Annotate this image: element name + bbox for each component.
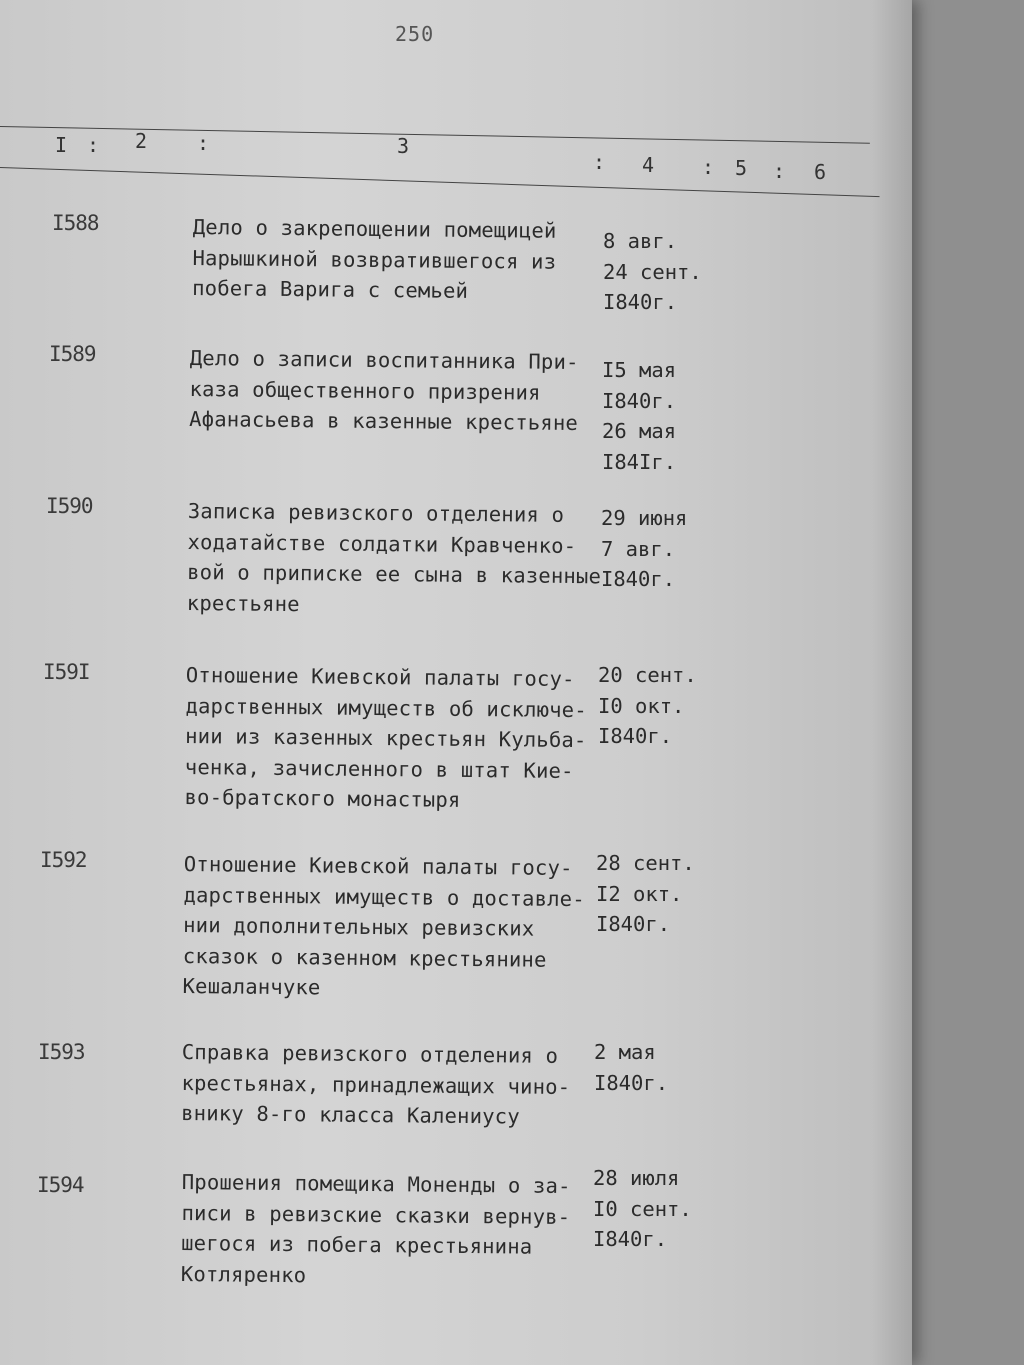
entry-dates — [596, 848, 695, 940]
date-line: I5 мая — [602, 358, 677, 382]
description-line: Кешаланчуке — [182, 973, 321, 1000]
date-line: 2 мая — [594, 1040, 656, 1064]
entry-number: I590 — [46, 494, 93, 518]
date-line: I840г. — [602, 388, 677, 413]
description-line: Записка ревизского отделения о — [187, 498, 565, 527]
entry-number: I594 — [37, 1173, 84, 1197]
column-separator: : — [197, 131, 210, 155]
date-line: 28 сент. — [596, 851, 695, 875]
date-line: I840г. — [596, 912, 671, 936]
entry-description — [181, 1167, 571, 1293]
description-line: Прошения помещика Моненды о за- — [181, 1169, 571, 1199]
description-line: сказок о казенном крестьянине — [182, 943, 547, 972]
entry-dates — [598, 660, 697, 752]
entry-number: I589 — [49, 342, 96, 366]
description-line: писи в ревизские сказки вернув- — [181, 1200, 571, 1229]
entry-dates — [593, 1163, 692, 1255]
column-separator: : — [87, 133, 100, 157]
description-line: Отношение Киевской палаты госу- — [183, 851, 573, 881]
description-line: ходатайстве солдатки Кравченко- — [187, 529, 577, 558]
page-number: 250 — [395, 22, 435, 46]
date-line: I840г. — [603, 290, 678, 314]
entry-number: I592 — [40, 848, 87, 872]
column-header-5: 5 — [735, 156, 748, 180]
date-line: 20 сент. — [598, 663, 697, 687]
description-line: внику 8-го класса Калениусу — [181, 1100, 520, 1129]
date-line: I84Iг. — [602, 449, 677, 474]
date-line: I840г. — [594, 1070, 669, 1095]
description-line: вой о приписке ее сына в казенные — [187, 559, 602, 589]
date-line: I2 окт. — [596, 881, 683, 906]
column-header-1: I — [55, 133, 68, 157]
entry-description — [189, 343, 579, 439]
description-line: ченка, зачисленного в штат Кие- — [184, 754, 574, 783]
entry-dates — [601, 503, 687, 595]
description-line: Справка ревизского отделения о — [181, 1039, 559, 1068]
description-line: Афанасьева в казенные крестьяне — [189, 406, 579, 436]
entry-description — [187, 496, 602, 622]
description-line: Нарышкиной возвратившегося из — [192, 245, 557, 274]
description-line: Отношение Киевской палаты госу- — [185, 662, 575, 692]
description-line: крестьяне — [186, 590, 300, 616]
entry-number: I593 — [38, 1040, 85, 1064]
description-line: нии дополнительных ревизских — [183, 912, 535, 941]
entry-description — [184, 660, 587, 817]
column-separator: : — [773, 159, 786, 183]
description-line: побега Варига с семьей — [192, 275, 469, 303]
description-line: шегося из побега крестьянина — [181, 1230, 533, 1259]
header-top-rule — [0, 126, 870, 144]
entry-description — [192, 212, 557, 307]
date-line: 8 авг. — [603, 229, 678, 253]
date-line: I0 сент. — [593, 1196, 692, 1221]
date-line: 24 сент. — [603, 259, 702, 284]
description-line: Дело о закрепощении помещицей — [192, 214, 557, 243]
date-line: I840г. — [593, 1227, 668, 1251]
column-separator: : — [593, 150, 606, 174]
column-header-6: 6 — [814, 160, 827, 184]
description-line: Дело о записи воспитанника При- — [189, 345, 579, 375]
date-line: 26 мая — [602, 419, 677, 443]
date-line: 29 июня — [601, 506, 688, 530]
date-line: 28 июля — [593, 1166, 680, 1190]
description-line: Котляренко — [180, 1261, 307, 1287]
column-header-3: 3 — [397, 134, 410, 158]
entry-dates — [603, 226, 702, 318]
description-line: дарственных имуществ о доставле- — [183, 882, 585, 911]
column-separator: : — [702, 155, 715, 179]
description-line: нии из казенных крестьян Кульба- — [185, 723, 587, 753]
description-line: крестьянах, принадлежащих чино- — [181, 1070, 571, 1099]
column-header-4: 4 — [642, 153, 655, 177]
date-line: 7 авг. — [601, 536, 676, 561]
date-line: I840г. — [601, 567, 676, 591]
column-header-2: 2 — [135, 129, 148, 153]
header-bottom-rule — [0, 167, 880, 197]
entry-number: I588 — [52, 211, 99, 235]
entry-number: I59I — [43, 660, 90, 684]
entry-description — [181, 1037, 571, 1133]
date-line: I0 окт. — [598, 693, 685, 718]
date-line: I840г. — [598, 724, 673, 748]
entry-description — [182, 849, 585, 1006]
entry-dates — [594, 1037, 668, 1098]
description-line: дарственных имуществ об исключе- — [185, 693, 587, 722]
description-line: во-братского монастыря — [184, 784, 461, 812]
description-line: каза общественного призрения — [189, 376, 541, 405]
entry-dates — [602, 355, 676, 477]
